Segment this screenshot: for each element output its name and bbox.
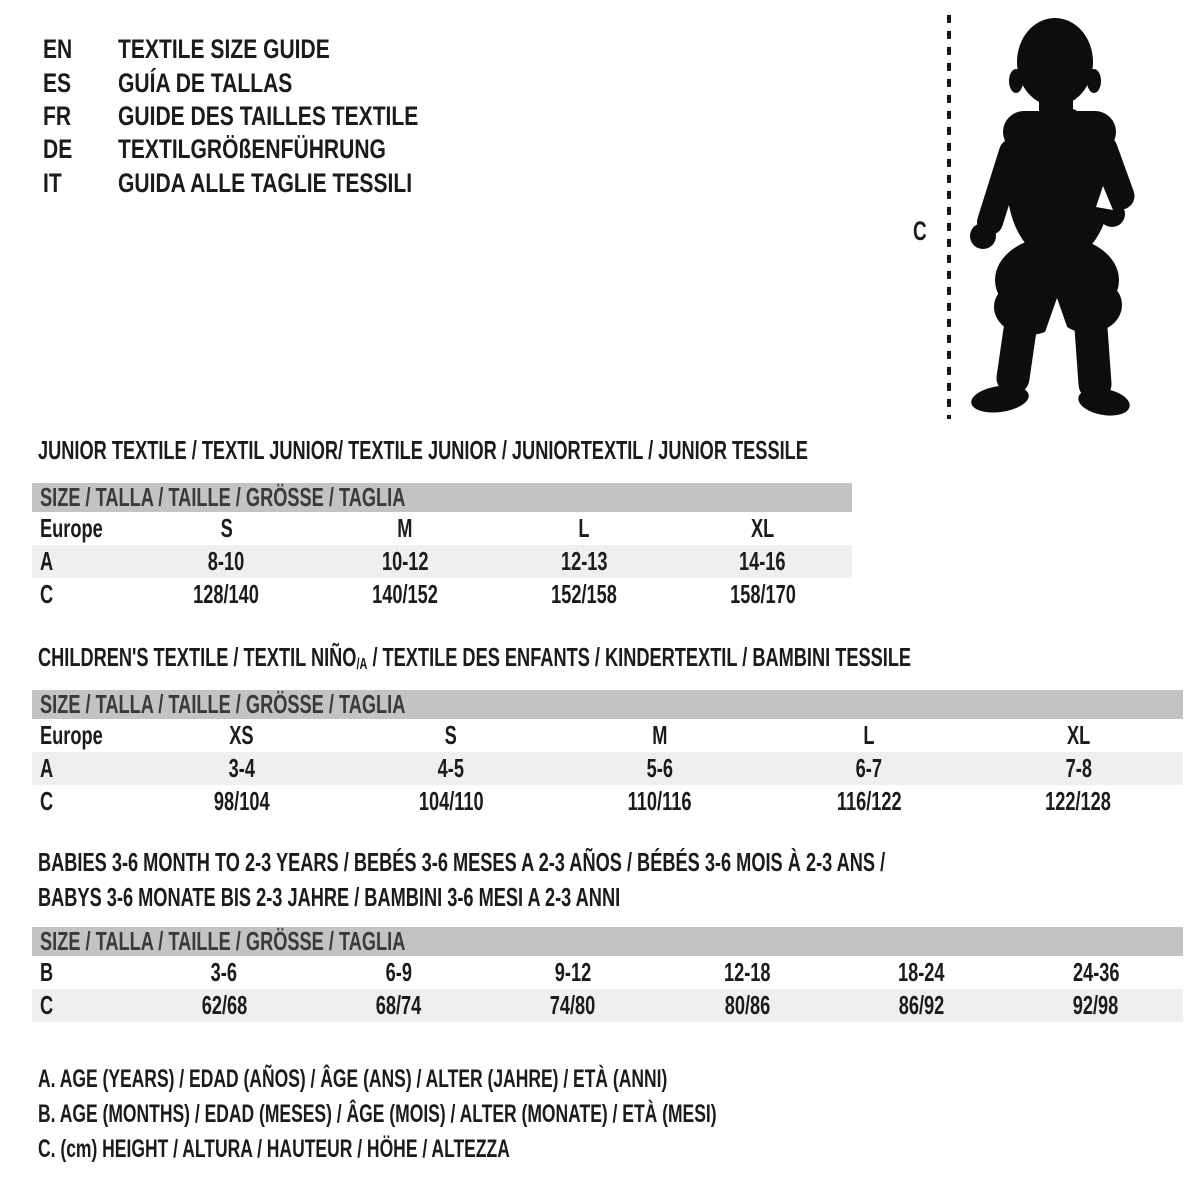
babies-section-title: BABIES 3-6 MONTH TO 2-3 YEARS / BEBÉS 3-6 MESES A 2-3 AÑOS / BÉBÉS 3-6 MOIS À 2-3 ANS / BABYS 3-6 MONATE BIS 2-3 JAHRE / BAMBINI 3-6 MESI A 2-3 ANNI <box>38 847 886 912</box>
language-label: TEXTILGRÖßENFÜHRUNG <box>118 134 386 165</box>
language-row-en <box>43 33 503 66</box>
height-cell: 104/110 <box>418 786 484 816</box>
height-cell: 80/86 <box>724 990 770 1020</box>
legend-height-cm: C. (cm) HEIGHT / ALTURA / HAUTEUR / HÖHE / ALTEZZA <box>38 1135 510 1163</box>
table-row-age-months <box>32 956 1183 989</box>
size-cell: L <box>578 513 590 543</box>
language-label: GUÍA DE TALLAS <box>118 67 293 98</box>
junior-section-title: JUNIOR TEXTILE / TEXTIL JUNIOR/ TEXTILE JUNIOR / JUNIORTEXTIL / JUNIOR TESSILE <box>38 435 808 465</box>
size-cell: M <box>397 513 413 543</box>
age-cell: 24-36 <box>1072 957 1120 987</box>
toddler-silhouette-icon <box>962 14 1147 422</box>
babies-size-table <box>32 927 1183 1022</box>
children-table-header: SIZE / TALLA / TAILLE / GRÖSSE / TAGLIA <box>32 690 1183 719</box>
row-label: B <box>40 957 54 987</box>
height-cell: 74/80 <box>550 990 596 1020</box>
size-cell: XS <box>229 720 254 750</box>
table-row-europe <box>32 512 852 545</box>
language-code: IT <box>43 167 62 198</box>
size-cell: S <box>220 513 233 543</box>
height-cell: 140/152 <box>372 579 439 609</box>
language-code: DE <box>43 134 73 165</box>
age-cell: 14-16 <box>739 546 786 576</box>
language-row-es <box>43 66 503 99</box>
age-cell: 6-9 <box>385 957 412 987</box>
height-cell: 62/68 <box>201 990 247 1020</box>
height-cell: 110/116 <box>628 786 692 816</box>
legend-age-years: A. AGE (YEARS) / EDAD (AÑOS) / ÂGE (ANS) / ALTER (JAHRE) / ETÀ (ANNI) <box>38 1065 668 1093</box>
height-cell: 122/128 <box>1045 786 1112 816</box>
row-label: C <box>40 786 54 816</box>
age-cell: 3-4 <box>228 753 255 783</box>
age-cell: 18-24 <box>898 957 945 987</box>
language-list <box>43 33 503 200</box>
age-cell: 7-8 <box>1065 753 1092 783</box>
language-code: FR <box>43 100 72 131</box>
height-cell: 158/170 <box>729 579 796 609</box>
height-cell: 98/104 <box>213 786 270 816</box>
language-code: ES <box>43 67 72 98</box>
language-row-it <box>43 167 503 200</box>
size-cell: XL <box>1066 720 1091 750</box>
children-size-table <box>32 690 1183 818</box>
table-row-height-cm <box>32 989 1183 1022</box>
height-cell: 116/122 <box>836 786 902 816</box>
language-label: GUIDA ALLE TAGLIE TESSILI <box>118 167 413 198</box>
table-row-height-cm <box>32 578 852 611</box>
age-cell: 5-6 <box>646 753 674 783</box>
height-cell: 128/140 <box>193 579 260 609</box>
row-label: C <box>40 579 54 609</box>
row-label: Europe <box>40 513 103 543</box>
age-cell: 4-5 <box>437 753 464 783</box>
row-label: Europe <box>40 720 103 750</box>
language-label: TEXTILE SIZE GUIDE <box>118 34 330 65</box>
junior-size-table <box>32 483 852 611</box>
height-cell: 152/158 <box>550 579 617 609</box>
table-row-europe <box>32 719 1183 752</box>
table-row-age-years <box>32 545 852 578</box>
age-cell: 9-12 <box>554 957 592 987</box>
size-cell: XL <box>750 513 775 543</box>
row-label: A <box>40 546 54 576</box>
height-cell: 86/92 <box>898 990 945 1020</box>
height-measure-label: C <box>913 216 927 246</box>
height-cell: 92/98 <box>1073 990 1119 1020</box>
height-cell: 68/74 <box>375 990 422 1020</box>
age-cell: 12-18 <box>723 957 771 987</box>
row-label: A <box>40 753 54 783</box>
age-cell: 12-13 <box>560 546 608 576</box>
nino-a-subscript: /A <box>356 655 368 673</box>
junior-table-header: SIZE / TALLA / TAILLE / GRÖSSE / TAGLIA <box>32 483 852 512</box>
babies-table-header: SIZE / TALLA / TAILLE / GRÖSSE / TAGLIA <box>32 927 1183 956</box>
age-cell: 8-10 <box>208 546 245 576</box>
age-cell: 10-12 <box>381 546 429 576</box>
size-cell: M <box>652 720 668 750</box>
language-code: EN <box>43 34 73 65</box>
legend-age-months: B. AGE (MONTHS) / EDAD (MESES) / ÂGE (MOIS) / ALTER (MONATE) / ETÀ (MESI) <box>38 1100 717 1128</box>
children-section-title: CHILDREN'S TEXTILE / TEXTIL NIÑO/A / TEXTILE DES ENFANTS / KINDERTEXTIL / BAMBINI TESSILE <box>38 642 912 673</box>
table-row-height-cm <box>32 785 1183 818</box>
height-measure-dashed-line <box>947 15 951 419</box>
row-label: C <box>40 990 54 1020</box>
language-row-de <box>43 133 503 166</box>
age-cell: 3-6 <box>211 957 238 987</box>
measurement-legend <box>38 1062 1007 1167</box>
language-label: GUIDE DES TAILLES TEXTILE <box>118 100 419 131</box>
size-cell: S <box>444 720 457 750</box>
table-row-age-years <box>32 752 1183 785</box>
size-cell: L <box>863 720 875 750</box>
language-row-fr <box>43 100 503 133</box>
age-cell: 6-7 <box>856 753 883 783</box>
